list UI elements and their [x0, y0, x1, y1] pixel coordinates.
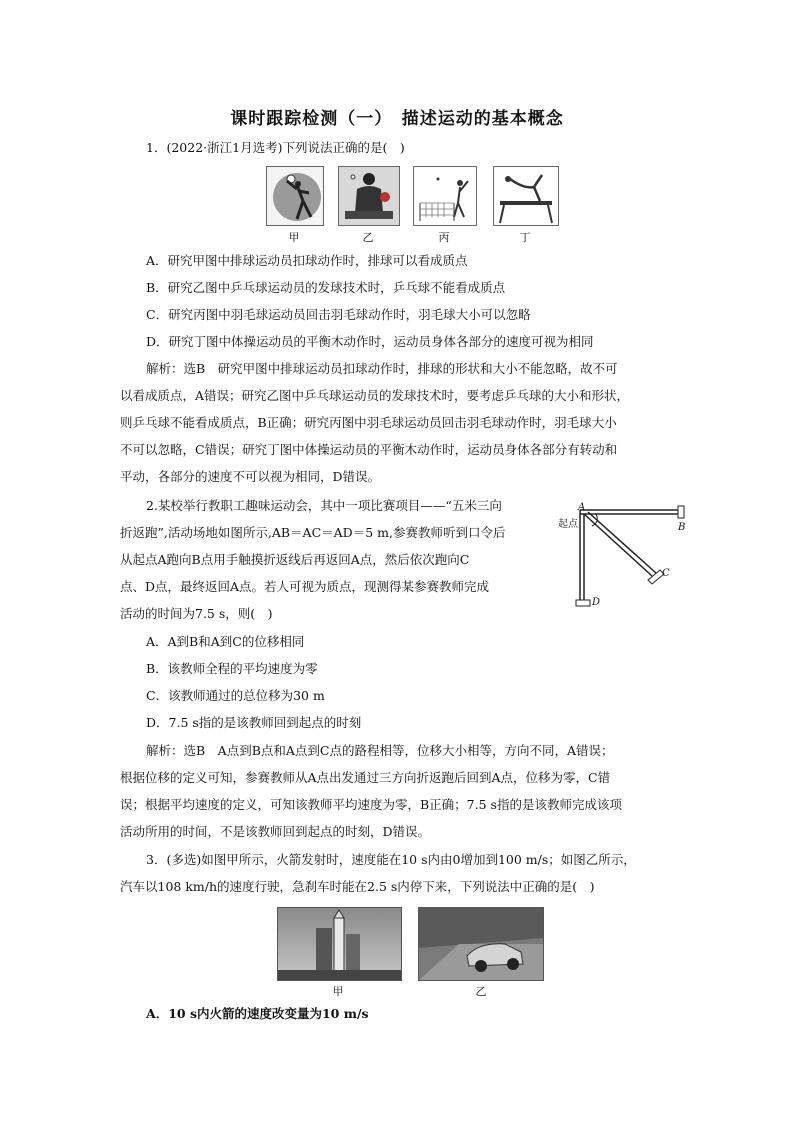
q2-label-d: D — [592, 597, 601, 608]
q1-fig-label-bing: 丙 — [438, 231, 450, 244]
q1-fig-label-yi: 乙 — [362, 231, 374, 244]
q2-option-c: C．该教师通过的总位移为30 m — [146, 688, 325, 703]
q1-analysis-line: 则乒乓球不能看成质点，B正确；研究丙图中羽毛球运动员回击羽毛球动作时，羽毛球大小 — [120, 415, 617, 430]
q2-stem-line: 点、D点，最终返回A点。若人可视为质点，现测得某参赛教师完成 — [120, 579, 490, 594]
q1-figure-pingpong — [338, 166, 400, 226]
q2-stem-line: 从起点A跑向B点用手触摸折返线后再返回A点，然后依次跑向C — [120, 552, 470, 567]
q1-fig-label-jia: 甲 — [288, 231, 300, 244]
q2-analysis-line: 活动所用的时间，不是该教师回到起点的时刻，D错误。 — [120, 824, 431, 839]
q3-option-a: A．10 s内火箭的速度改变量为10 m/s — [146, 1006, 369, 1021]
q1-stem: 1．(2022·浙江1月选考)下列说法正确的是( ) — [146, 140, 405, 155]
q1-figure-volleyball — [266, 166, 324, 226]
q1-analysis-line: 解析：选B 研究甲图中排球运动员扣球动作时，排球的形状和大小不能忽略，故不可 — [146, 361, 618, 376]
q3-stem-line: 3．(多选)如图甲所示，火箭发射时，速度能在10 s内由0增加到100 m/s；如图乙所示， — [146, 852, 636, 867]
q2-analysis-line: 解析：选B A点到B点和A点到C点的路程相等，位移大小相等，方向不同，A错误； — [146, 743, 614, 758]
q1-analysis-line: 不可以忽略，C错误；研究丁图中体操运动员的平衡木动作时，运动员身体各部分有转动和 — [120, 442, 618, 457]
q2-label-b: B — [678, 522, 686, 533]
q1-option-b: B．研究乙图中乒乓球运动员的发球技术时，乒乓球不能看成质点 — [146, 280, 506, 295]
q2-label-a: A — [578, 502, 586, 513]
q1-analysis-line: 平动，各部分的速度不可以视为相同，D错误。 — [120, 469, 381, 484]
q2-option-d: D．7.5 s指的是该教师回到起点的时刻 — [146, 715, 362, 730]
q1-fig-label-ding: 丁 — [519, 231, 531, 244]
q2-stem-line: 折返跑”,活动场地如图所示,AB＝AC＝AD＝5 m,参赛教师听到口令后 — [120, 525, 506, 540]
q2-stem-line: 活动的时间为7.5 s，则( ) — [120, 606, 273, 621]
q3-rocket-photo — [277, 907, 402, 981]
q3-fig-label-jia: 甲 — [332, 985, 344, 998]
q2-option-a: A．A到B和A到C的位移相同 — [146, 634, 305, 649]
q3-fig-label-yi: 乙 — [475, 985, 487, 998]
q2-option-b: B．该教师全程的平均速度为零 — [146, 661, 318, 676]
q1-figure-balance-beam — [493, 166, 559, 226]
q1-figure-badminton — [413, 166, 477, 226]
q2-stem-line: 2.某校举行教职工趣味运动会，其中一项比赛项目——“五米三向 — [146, 498, 502, 513]
q1-option-c: C．研究丙图中羽毛球运动员回击羽毛球动作时，羽毛球大小可以忽略 — [146, 307, 531, 322]
q1-analysis-line: 以看成质点，A错误；研究乙图中乒乓球运动员的发球技术时，要考虑乒乓球的大小和形状， — [120, 388, 630, 403]
q3-car-photo — [418, 907, 544, 981]
q3-stem-line: 汽车以108 km/h的速度行驶，急刹车时能在2.5 s内停下来，下列说法中正确的是( ) — [120, 879, 595, 894]
q2-label-c: C — [662, 568, 670, 579]
q1-option-d: D．研究丁图中体操运动员的平衡木动作时，运动员身体各部分的速度可视为相同 — [146, 334, 594, 349]
page-title: 课时跟踪检测（一） 描述运动的基本概念 — [230, 109, 564, 129]
q2-analysis-line: 根据位移的定义可知，参赛教师从A点出发通过三方向折返跑后回到A点，位移为零，C错 — [120, 770, 611, 785]
q2-label-start: 起点 — [558, 519, 578, 530]
q1-option-a: A．研究甲图中排球运动员扣球动作时，排球可以看成质点 — [146, 253, 468, 268]
q2-analysis-line: 误；根据平均速度的定义，可知该教师平均速度为零，B正确；7.5 s指的是该教师完成该项 — [120, 797, 622, 812]
